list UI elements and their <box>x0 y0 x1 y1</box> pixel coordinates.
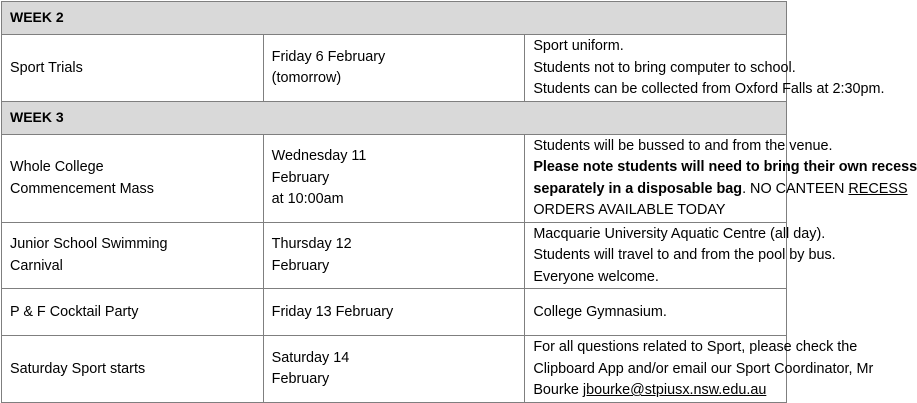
event-date-line: February <box>271 371 330 388</box>
event-details <box>525 222 836 289</box>
details-text: Macquarie University Aquatic Centre (all day). <box>533 225 826 242</box>
details-text: Bourke <box>533 382 583 398</box>
details-text: College Gymnasium. <box>533 303 667 320</box>
details-line <box>533 224 826 246</box>
event-date-line: February <box>271 169 330 186</box>
event-details <box>525 35 885 102</box>
details-line <box>533 359 874 381</box>
details-line <box>533 179 908 201</box>
event-row-cocktail-party <box>2 289 787 336</box>
event-date-line: Saturday 14 <box>271 349 350 366</box>
event-date <box>263 336 525 403</box>
event-name <box>2 222 264 289</box>
details-text: . NO CANTEEN <box>742 180 849 197</box>
details-text-bold: Please note students will need to bring their own recess <box>533 159 917 175</box>
details-text: Everyone welcome. <box>533 268 659 285</box>
event-name-line: Whole College <box>10 159 104 175</box>
details-line <box>533 302 778 324</box>
details-line <box>533 136 833 158</box>
event-date-line: at 10:00am <box>271 191 344 208</box>
details-text: Sport uniform. <box>533 38 624 54</box>
details-line <box>533 245 836 267</box>
details-text: For all questions related to Sport, please check the <box>533 339 858 355</box>
event-name-line: Junior School Swimming <box>10 236 168 253</box>
week-label: WEEK 2 <box>2 2 787 35</box>
week-header-row <box>2 2 787 35</box>
event-date <box>263 222 525 289</box>
details-text: Students not to bring computer to school. <box>533 59 796 76</box>
event-date-line: Friday 6 February <box>271 48 386 65</box>
details-text: Students will be bussed to and from the venue. <box>533 137 833 154</box>
event-details <box>525 289 787 336</box>
details-text-bold: separately in a disposable bag <box>533 180 743 197</box>
details-line <box>533 337 858 359</box>
event-details <box>525 336 874 403</box>
details-text-underlined: RECESS <box>848 180 908 197</box>
details-line <box>533 36 778 58</box>
event-date <box>263 35 525 102</box>
details-text: ORDERS AVAILABLE TODAY <box>533 202 726 218</box>
event-row-commencement-mass <box>2 134 787 222</box>
details-text: Clipboard App and/or email our Sport Coordinator, Mr <box>533 360 874 377</box>
details-line <box>533 58 796 80</box>
event-date-line: Thursday 12 <box>271 236 352 253</box>
details-line <box>533 380 778 402</box>
event-date-line: Friday 13 February <box>271 303 394 320</box>
sport-coordinator-email-link[interactable]: jbourke@stpiusx.nsw.edu.au <box>582 382 767 398</box>
event-row-sport-trials <box>2 35 787 102</box>
event-name-line: Commencement Mass <box>10 180 154 197</box>
event-name-line: Sport Trials <box>10 59 83 76</box>
events-schedule-table <box>1 1 917 403</box>
details-line <box>533 200 778 222</box>
details-line <box>533 267 778 289</box>
event-date <box>263 134 525 222</box>
details-text: Students will travel to and from the pool by bus. <box>533 247 836 263</box>
event-row-saturday-sport <box>2 336 787 403</box>
event-details <box>525 134 917 222</box>
event-name-line: Carnival <box>10 257 63 274</box>
details-text: Students can be collected from Oxford Falls at 2:30pm. <box>533 81 885 97</box>
event-name <box>2 134 264 222</box>
week-header-row <box>2 101 787 134</box>
event-date <box>263 289 525 336</box>
event-row-swimming-carnival <box>2 222 787 289</box>
event-name <box>2 336 264 403</box>
event-date-line: (tomorrow) <box>271 70 342 87</box>
event-date-line: Wednesday 11 <box>271 148 367 165</box>
event-name-line: P & F Cocktail Party <box>10 303 139 320</box>
details-line <box>533 157 917 179</box>
event-name <box>2 289 264 336</box>
week-label: WEEK 3 <box>2 101 787 134</box>
event-date-line: February <box>271 257 330 274</box>
event-name <box>2 35 264 102</box>
event-name-line: Saturday Sport starts <box>10 360 146 377</box>
details-line <box>533 79 885 101</box>
